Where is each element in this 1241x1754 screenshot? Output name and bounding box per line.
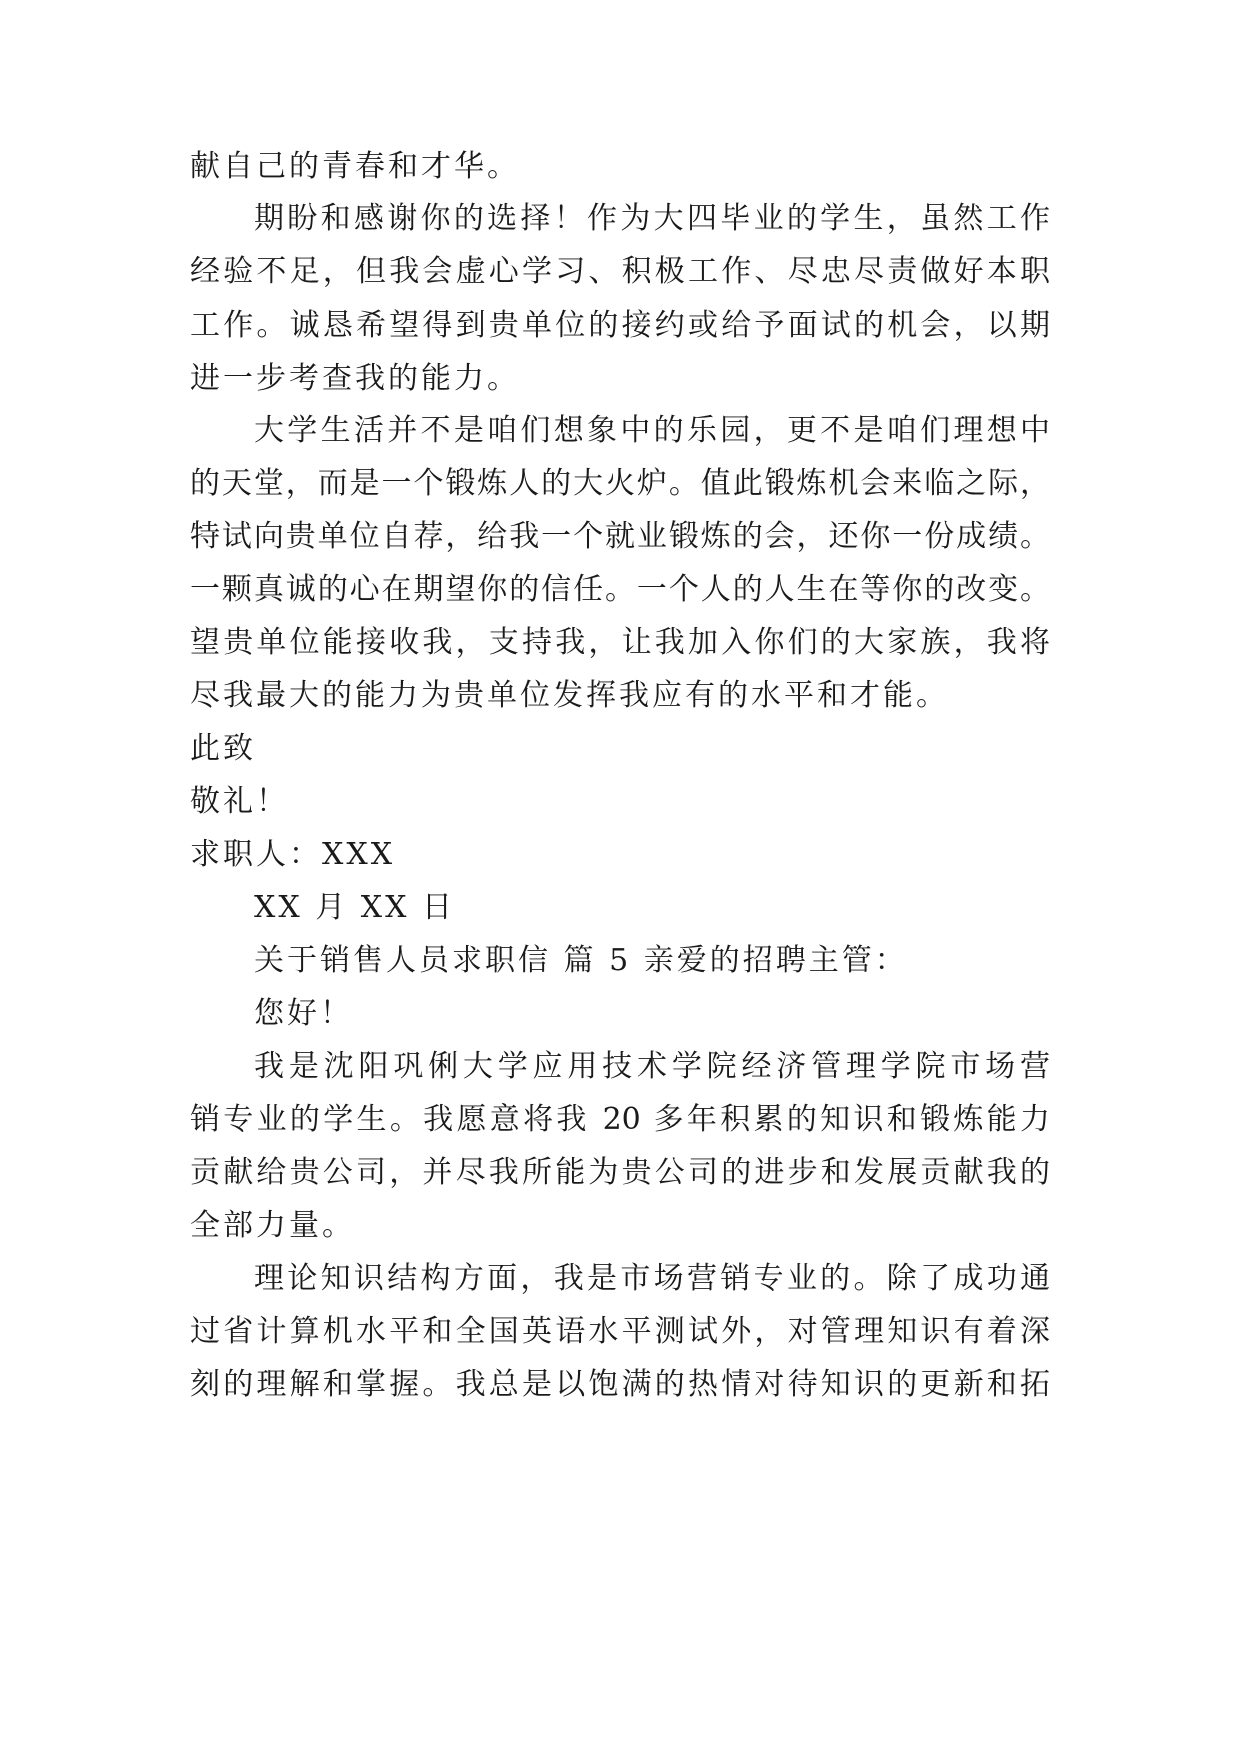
body-line: 一颗真诚的心在期望你的信任。一个人的人生在等你的改变。 [190,572,1050,607]
body-line: 贡献给贵公司，并尽我所能为贵公司的进步和发展贡献我的 [190,1155,1050,1190]
paragraph-first-line: 大学生活并不是咱们想象中的乐园，更不是咱们理想中 [254,413,1050,448]
body-line: 销专业的学生。我愿意将我 20 多年积累的知识和锻炼能力 [190,1102,1050,1137]
closing-salutation: 此致 [190,731,256,766]
body-line: 的天堂，而是一个锻炼人的大火炉。值此锻炼机会来临之际， [190,466,1050,501]
signature-line: 求职人：XXX [190,837,396,872]
body-line: 工作。诚恳希望得到贵单位的接约或给予面试的机会，以期 [190,308,1050,343]
body-line: 刻的理解和掌握。我总是以饱满的热情对待知识的更新和拓 [190,1367,1050,1402]
paragraph-first-line: 理论知识结构方面，我是市场营销专业的。除了成功通 [254,1261,1050,1296]
body-line: 献自己的青春和才华。 [190,149,520,184]
body-line: 过省计算机水平和全国英语水平测试外，对管理知识有着深 [190,1314,1050,1349]
body-line: 全部力量。 [190,1208,355,1243]
paragraph-first-line: 我是沈阳巩俐大学应用技术学院经济管理学院市场营 [254,1049,1050,1084]
section-heading: 关于销售人员求职信 篇 5 亲爱的招聘主管： [254,943,908,978]
greeting: 您好！ [254,996,353,1031]
body-line: 经验不足，但我会虚心学习、积极工作、尽忠尽责做好本职 [190,254,1050,289]
paragraph-first-line: 期盼和感谢你的选择！作为大四毕业的学生，虽然工作 [254,201,1050,236]
date-line: XX 月 XX 日 [254,890,456,925]
body-line: 特试向贵单位自荐，给我一个就业锻炼的会，还你一份成绩。 [190,519,1050,554]
body-line: 望贵单位能接收我，支持我，让我加入你们的大家族，我将 [190,625,1050,660]
body-line: 尽我最大的能力为贵单位发挥我应有的水平和才能。 [190,678,949,713]
closing-regards: 敬礼！ [190,784,289,819]
body-line: 进一步考查我的能力。 [190,361,520,396]
